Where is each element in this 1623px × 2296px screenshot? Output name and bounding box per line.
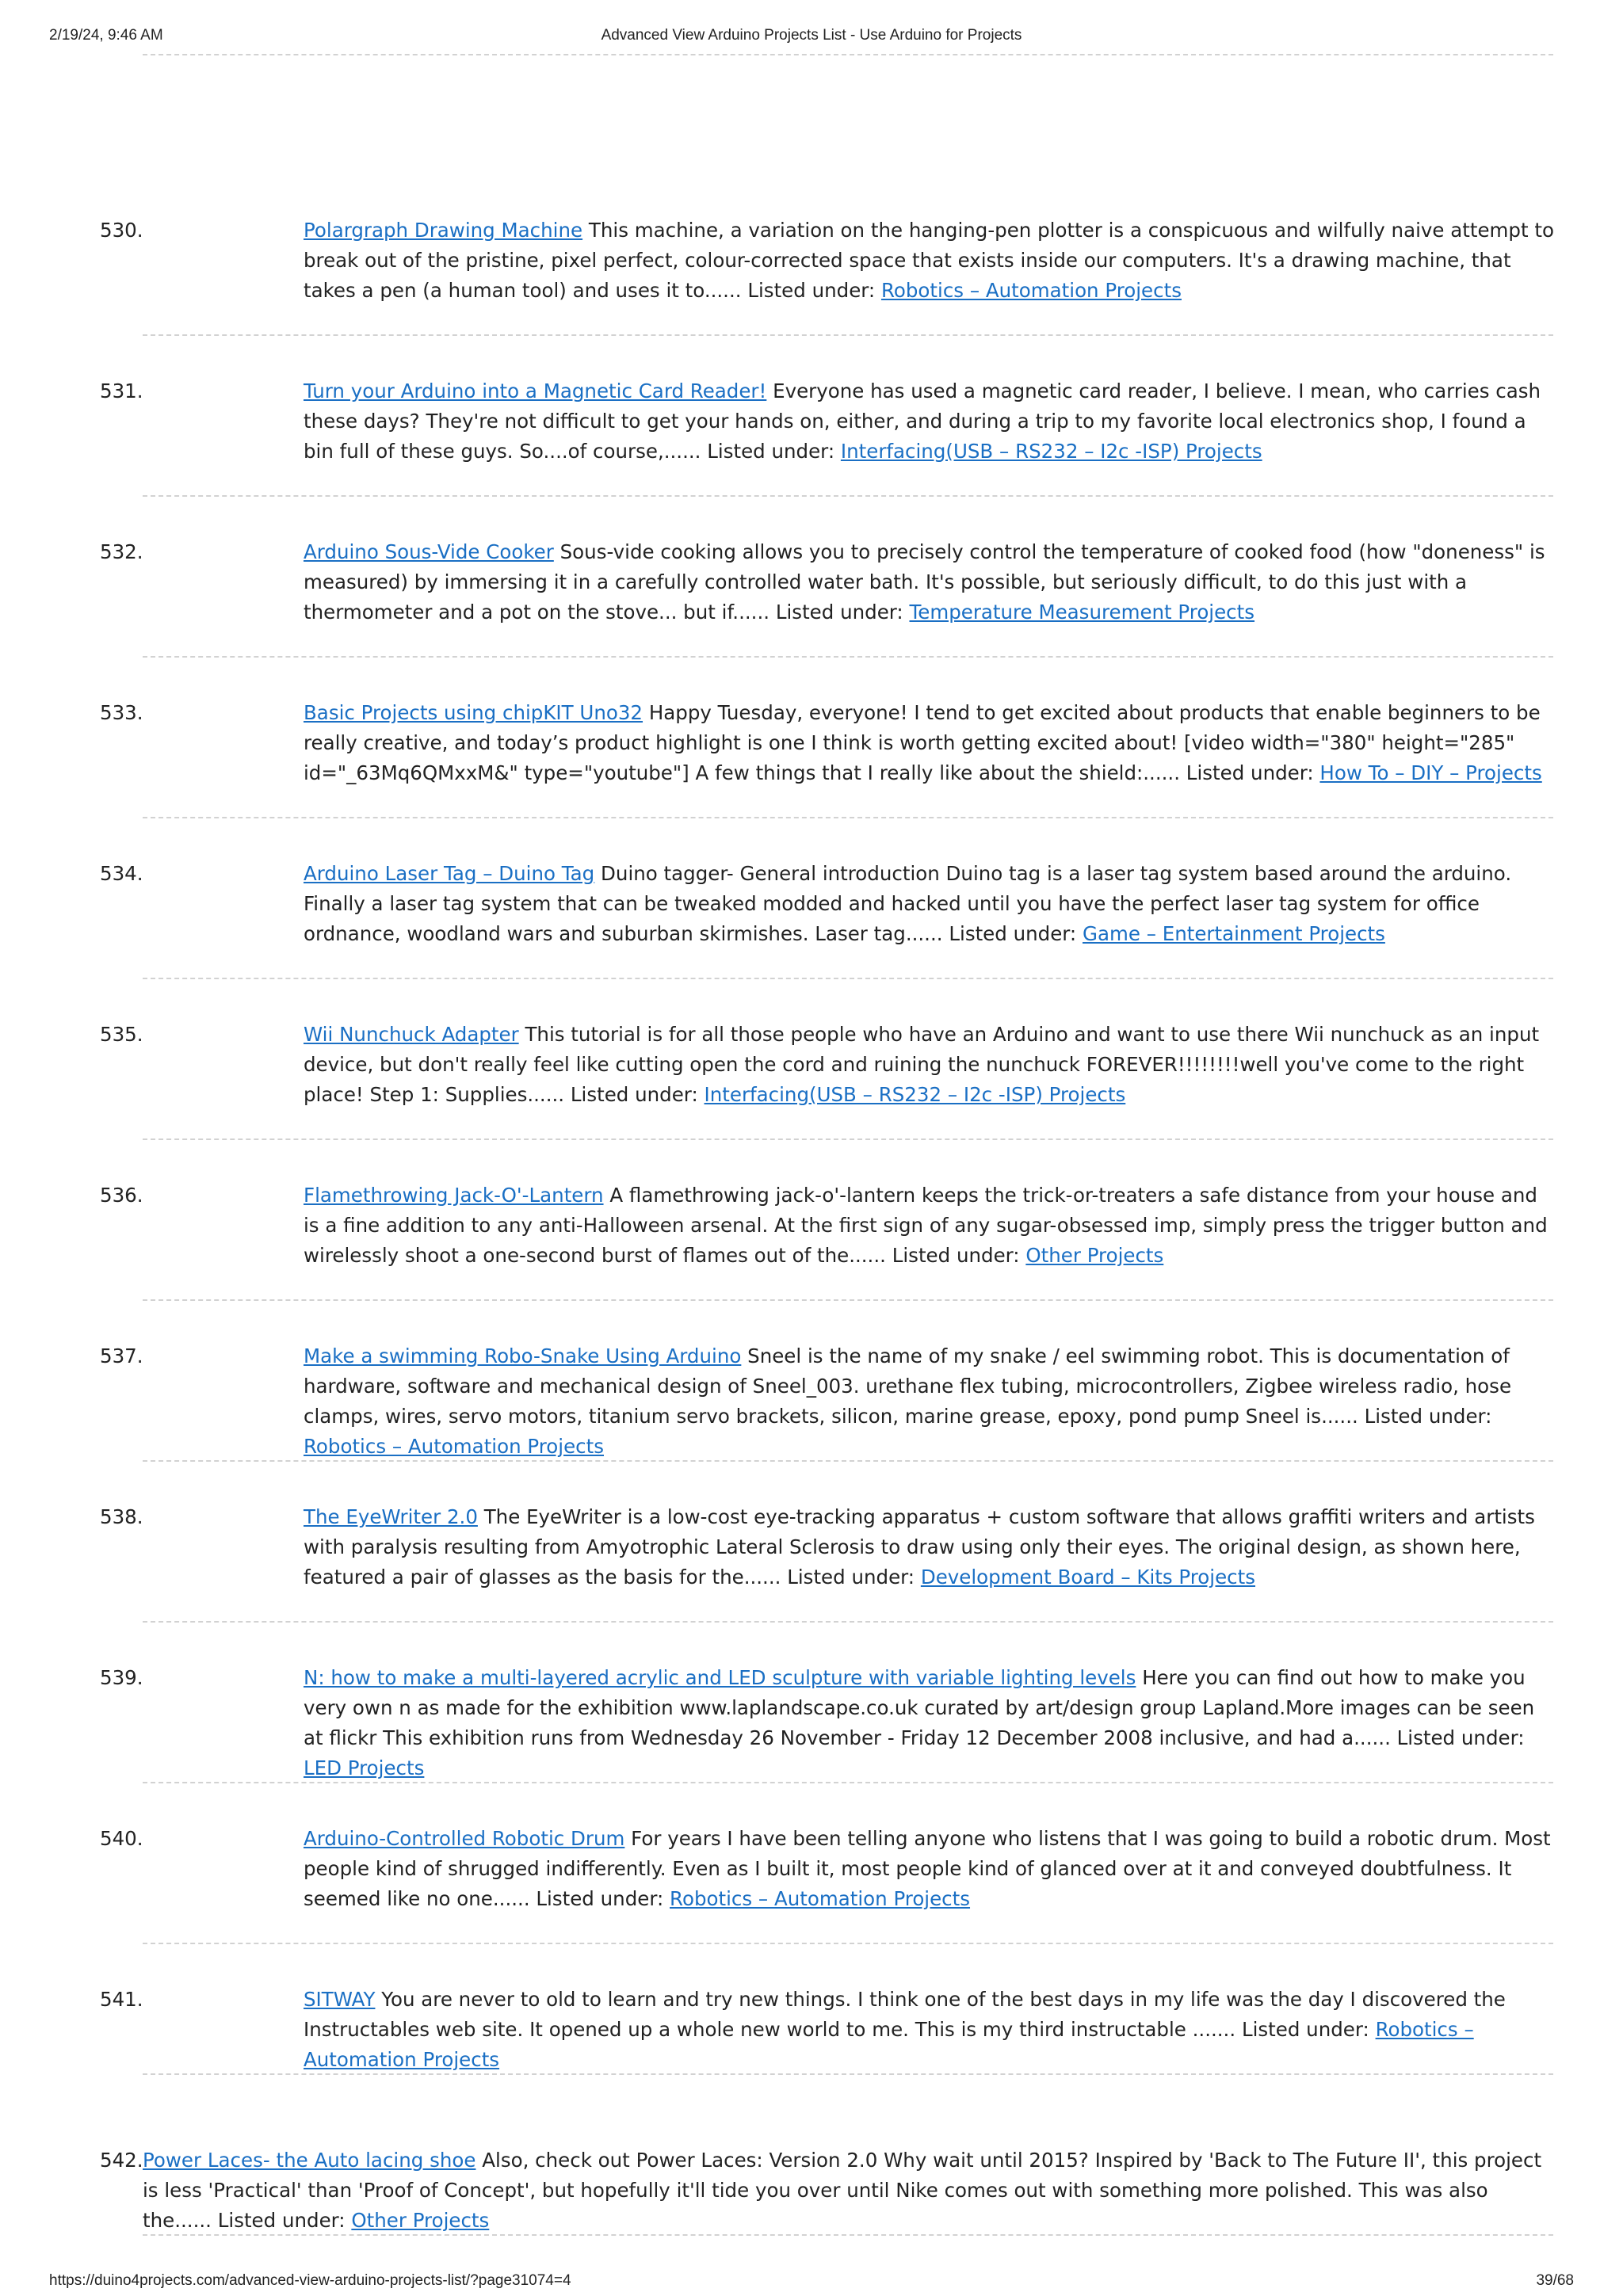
listed-under-label: Listed under:	[1364, 1405, 1492, 1428]
project-title-link[interactable]: SITWAY	[304, 1988, 376, 2011]
separator	[143, 334, 1553, 336]
project-title-link[interactable]: Basic Projects using chipKIT Uno32	[304, 701, 643, 724]
item-body	[304, 1663, 1554, 1783]
project-description: Also, check out Power Laces: Version 2.0 Why wait until 2015? Inspired by 'Back to The Future II', this project is less 'Practical' than 'Proof of Concept', but hopefully it'll tide you over until Nike comes out with something more polished. This was also the......	[143, 2149, 1542, 2232]
listed-under-label: Listed under:	[536, 1887, 664, 1910]
listed-under-label: Listed under:	[1241, 2018, 1369, 2041]
item-body	[304, 215, 1554, 306]
item-number: 535.	[100, 1023, 143, 1046]
separator	[143, 817, 1553, 818]
item-body	[304, 376, 1554, 467]
project-description: Sneel is the name of my snake / eel swimming robot. This is documentation of hardware, software and mechanical design of Sneel_003. urethane flex tubing, microcontrollers, Zigbee wireless radio, hose clamps, wires, servo motors, titanium servo brackets, silicon, marine grease, epoxy, pond pump Sneel is......	[304, 1344, 1512, 1428]
item-body	[143, 2145, 1554, 2236]
separator	[143, 1621, 1553, 1623]
print-url: https://duino4projects.com/advanced-view-arduino-projects-list/?page31074=4	[49, 2272, 571, 2289]
project-description: Happy Tuesday, everyone! I tend to get excited about products that enable beginners to be really creative, and today’s product highlight is one I think is worth getting excited about! [video width="380" height="285" id="_63Mq6QMxxM&" type="youtube"] A few things that I really like about the shield:......	[304, 701, 1541, 784]
print-header	[49, 27, 1574, 46]
project-title-link[interactable]: Arduino Sous-Vide Cooker	[304, 540, 554, 563]
project-title-link[interactable]: Wii Nunchuck Adapter	[304, 1023, 519, 1046]
project-description: The EyeWriter is a low-cost eye-tracking apparatus + custom software that allows graffiti writers and artists with paralysis resulting from Amyotrophic Lateral Sclerosis to draw using only their eyes. The original design, as shown here, featured a pair of glasses as the basis for the......	[304, 1505, 1535, 1589]
project-category-link[interactable]: Robotics – Automation Projects	[670, 1887, 971, 1910]
project-title-link[interactable]: N: how to make a multi-layered acrylic and LED sculpture with variable lighting levels	[304, 1666, 1136, 1689]
project-title-link[interactable]: Flamethrowing Jack-O'-Lantern	[304, 1184, 604, 1207]
item-body	[304, 859, 1554, 949]
project-category-link[interactable]: LED Projects	[304, 1756, 425, 1779]
item-number: 542.	[100, 2149, 143, 2172]
project-title-link[interactable]: Arduino Laser Tag – Duino Tag	[304, 862, 595, 885]
print-footer	[49, 2272, 1574, 2291]
item-number: 538.	[100, 1505, 143, 1528]
separator	[143, 1299, 1553, 1301]
project-category-link[interactable]: Robotics – Automation Projects	[880, 279, 1182, 302]
item-number: 541.	[100, 1988, 143, 2011]
item-number: 533.	[100, 701, 143, 724]
item-number: 540.	[100, 1827, 143, 1850]
item-body	[304, 1020, 1554, 1110]
project-category-link[interactable]: Game – Entertainment Projects	[1082, 922, 1385, 945]
project-category-link[interactable]: Robotics – Automation Projects	[304, 2018, 1474, 2071]
project-description: You are never to old to learn and try new things. I think one of the best days in my life was the day I discovered the Instructables web site. It opened up a whole new world to me. This is my third instructable .......	[304, 1988, 1506, 2041]
project-description: Duino tagger- General introduction Duino tag is a laser tag system based around the arduino. Finally a laser tag system that can be tweaked modded and hacked until you have the perfect laser tag system for office ordnance, woodland wars and suburban skirmishes. Laser tag......	[304, 862, 1512, 945]
item-body	[304, 1824, 1554, 1914]
listed-under-label: Listed under:	[775, 601, 903, 624]
separator	[143, 54, 1553, 55]
listed-under-label: Listed under:	[747, 279, 876, 302]
item-body	[304, 537, 1554, 627]
item-body	[304, 1985, 1554, 2075]
separator	[143, 1782, 1553, 1783]
separator	[143, 978, 1553, 979]
item-number: 534.	[100, 862, 143, 885]
item-number: 531.	[100, 379, 143, 402]
project-category-link[interactable]: How To – DIY – Projects	[1319, 761, 1542, 784]
item-number: 539.	[100, 1666, 143, 1689]
print-page-title: Advanced View Arduino Projects List - Use Arduino for Projects	[601, 27, 1022, 44]
item-number: 536.	[100, 1184, 143, 1207]
separator	[143, 1460, 1553, 1462]
print-page-number: 39/68	[1536, 2272, 1574, 2289]
item-body	[304, 1502, 1554, 1592]
project-description: Everyone has used a magnetic card reader, I believe. I mean, who carries cash these days? They're not difficult to get your hands on, either, and during a trip to my favorite local electronics shop, I found a bin full of these guys. So....of course,......	[304, 379, 1541, 463]
item-body	[304, 1180, 1554, 1271]
project-description: For years I have been telling anyone who listens that I was going to build a robotic drum. Most people kind of shrugged indifferently. Even as I built it, most people kind of glanced over at it and conveyed doubtfulness. It seemed like no one......	[304, 1827, 1551, 1910]
project-title-link[interactable]: Make a swimming Robo-Snake Using Arduino	[304, 1344, 742, 1367]
listed-under-label: Listed under:	[707, 440, 835, 463]
project-title-link[interactable]: The EyeWriter 2.0	[304, 1505, 478, 1528]
separator	[143, 1943, 1553, 1944]
item-number: 532.	[100, 540, 143, 563]
project-category-link[interactable]: Development Board – Kits Projects	[920, 1566, 1256, 1589]
item-number: 537.	[100, 1344, 143, 1367]
project-description: A flamethrowing jack-o'-lantern keeps the trick-or-treaters a safe distance from your house and is a fine addition to any anti-Halloween arsenal. At the first sign of any sugar-obsessed imp, simply press the trigger button and wirelessly shoot a one-second burst of flames out of the......	[304, 1184, 1548, 1267]
project-description: This machine, a variation on the hanging-pen plotter is a conspicuous and wilfully naive attempt to break out of the pristine, pixel perfect, colour-corrected space that exists inside our computers. It's a drawing machine, that takes a pen (a human tool) and uses it to......	[304, 219, 1554, 302]
item-number: 530.	[100, 219, 143, 242]
project-category-link[interactable]: Other Projects	[1025, 1244, 1164, 1267]
listed-under-label: Listed under:	[1186, 761, 1314, 784]
project-description: Sous-vide cooking allows you to precisely control the temperature of cooked food (how "doneness" is measured) by immersing it in a carefully controlled water bath. It's possible, but seriously difficult, to do this just with a thermometer and a pot on the stove... but if......	[304, 540, 1545, 624]
project-title-link[interactable]: Turn your Arduino into a Magnetic Card Reader!	[304, 379, 767, 402]
listed-under-label: Listed under:	[570, 1083, 698, 1106]
listed-under-label: Listed under:	[787, 1566, 915, 1589]
listed-under-label: Listed under:	[949, 922, 1077, 945]
project-category-link[interactable]: Temperature Measurement Projects	[909, 601, 1255, 624]
separator	[143, 495, 1553, 497]
item-body	[304, 698, 1554, 788]
project-category-link[interactable]: Robotics – Automation Projects	[304, 1435, 604, 1458]
project-category-link[interactable]: Interfacing(USB – RS232 – I2c -ISP) Projects	[840, 440, 1262, 463]
separator	[143, 656, 1553, 658]
project-title-link[interactable]: Arduino-Controlled Robotic Drum	[304, 1827, 625, 1850]
separator	[143, 2073, 1553, 2075]
listed-under-label: Listed under:	[892, 1244, 1020, 1267]
separator	[143, 1138, 1553, 1140]
item-body	[304, 1341, 1554, 1462]
project-description: This tutorial is for all those people who have an Arduino and want to use there Wii nunchuck as an input device, but don't really feel like cutting open the cord and ruining the nunchuck FOREVER!!!!!!!!well you've come to the right place! Step 1: Supplies......	[304, 1023, 1540, 1106]
project-title-link[interactable]: Polargraph Drawing Machine	[304, 219, 583, 242]
project-description: Here you can find out how to make you very own n as made for the exhibition www.laplandscape.co.uk curated by art/design group Lapland.More images can be seen at flickr This exhibition runs from Wednesday 26 November - Friday 12 December 2008 inclusive, and had a......	[304, 1666, 1535, 1749]
print-datetime: 2/19/24, 9:46 AM	[49, 27, 163, 44]
project-category-link[interactable]: Interfacing(USB – RS232 – I2c -ISP) Projects	[704, 1083, 1126, 1106]
project-category-link[interactable]: Other Projects	[351, 2209, 490, 2232]
project-title-link[interactable]: Power Laces- the Auto lacing shoe	[143, 2149, 476, 2172]
separator	[143, 2234, 1553, 2236]
listed-under-label: Listed under:	[1396, 1726, 1525, 1749]
listed-under-label: Listed under:	[217, 2209, 346, 2232]
